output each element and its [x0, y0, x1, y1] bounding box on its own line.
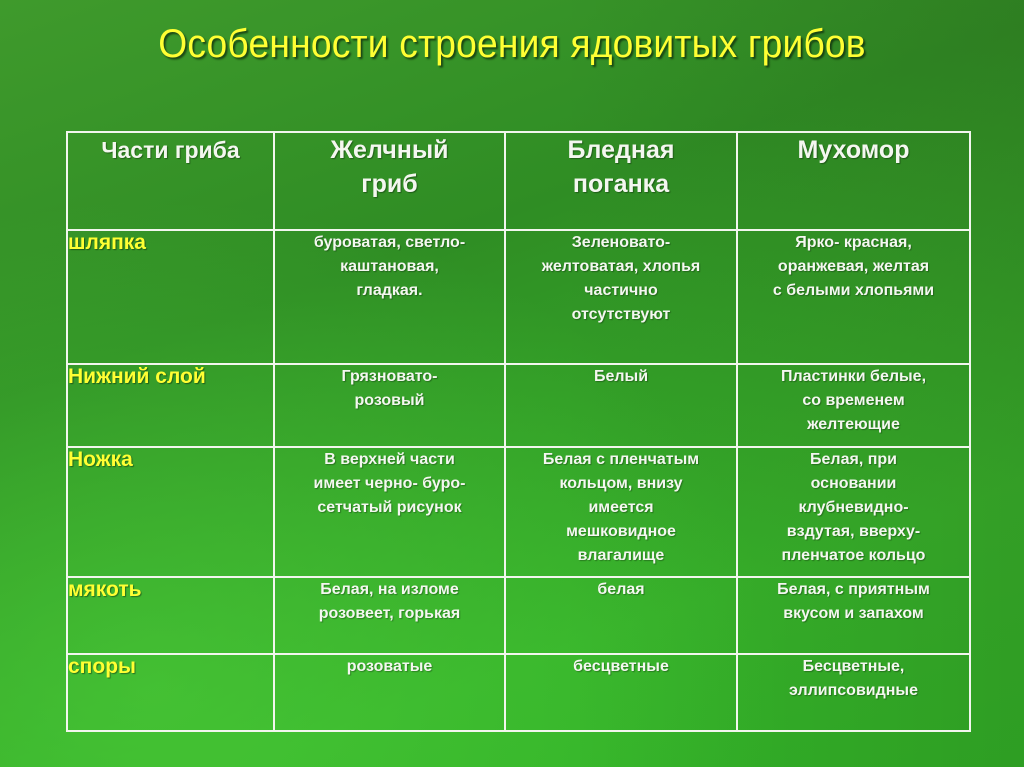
mushroom-comparison-table — [66, 131, 971, 732]
row-label-spores: споры — [67, 654, 274, 731]
table-cell: В верхней части имеет черно- буро- сетчатый рисунок — [274, 447, 505, 577]
table-cell: розоватые — [274, 654, 505, 731]
table-cell: бесцветные — [505, 654, 737, 731]
table-cell: Зеленовато- желтоватая, хлопья частично отсутствуют — [505, 230, 737, 364]
table-cell: белая — [505, 577, 737, 654]
slide-title: Особенности строения ядовитых грибов — [158, 22, 866, 66]
table-row — [67, 447, 970, 577]
row-label-underside: Нижний слой — [67, 364, 274, 447]
row-label-cap: шляпка — [67, 230, 274, 364]
table-cell: Бесцветные, эллипсовидные — [737, 654, 970, 731]
table-row — [67, 364, 970, 447]
table-cell: Белая, при основании клубневидно- вздутая, вверху- пленчатое кольцо — [737, 447, 970, 577]
table-cell: Пластинки белые, со временем желтеющие — [737, 364, 970, 447]
table-cell: Грязновато- розовый — [274, 364, 505, 447]
table-cell: Ярко- красная, оранжевая, желтая с белыми хлопьями — [737, 230, 970, 364]
table-cell: буроватая, светло- каштановая, гладкая. — [274, 230, 505, 364]
header-bitter-bolete: Желчный гриб — [274, 132, 505, 230]
table-header-row — [67, 132, 970, 230]
row-label-stem: Ножка — [67, 447, 274, 577]
table-cell: Белый — [505, 364, 737, 447]
table-cell: Белая, на изломе розовеет, горькая — [274, 577, 505, 654]
table-cell: Белая с пленчатым кольцом, внизу имеется мешковидное влагалище — [505, 447, 737, 577]
table-cell: Белая, с приятным вкусом и запахом — [737, 577, 970, 654]
table-row — [67, 654, 970, 731]
header-fly-agaric: Мухомор — [737, 132, 970, 230]
table-row — [67, 230, 970, 364]
row-label-flesh: мякоть — [67, 577, 274, 654]
header-death-cap: Бледная поганка — [505, 132, 737, 230]
header-parts: Части гриба — [67, 132, 274, 230]
table-row — [67, 577, 970, 654]
